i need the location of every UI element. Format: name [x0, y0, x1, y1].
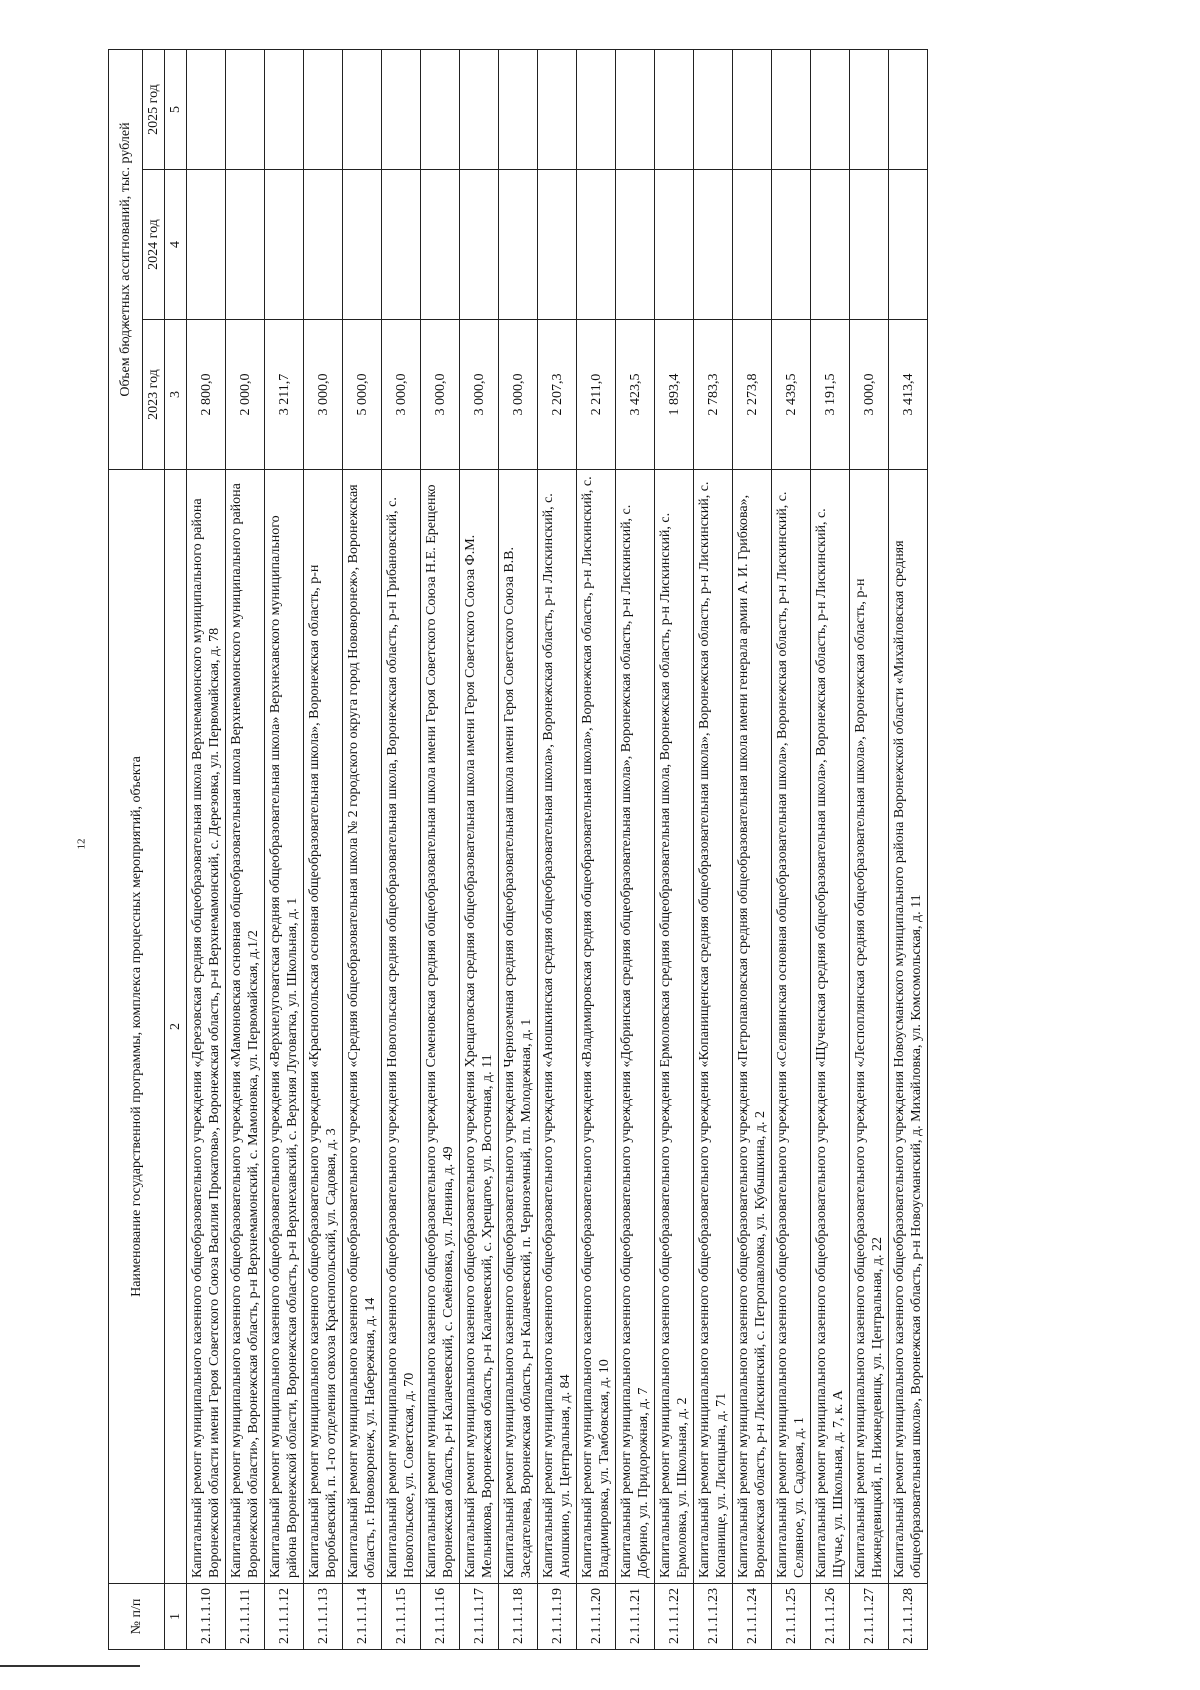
row-number: 2.1.1.1.16	[421, 1584, 460, 1650]
value-2025	[655, 50, 694, 170]
value-2023: 2 000,0	[226, 320, 265, 470]
value-2024	[421, 170, 460, 320]
value-2025	[499, 50, 538, 170]
table-row	[538, 50, 577, 1650]
value-2024	[382, 170, 421, 320]
value-2024	[889, 170, 928, 320]
value-2024	[304, 170, 343, 320]
table-row	[772, 50, 811, 1650]
value-2023: 3 000,0	[304, 320, 343, 470]
value-2025	[616, 50, 655, 170]
value-2023: 3 413,4	[889, 320, 928, 470]
row-number: 2.1.1.1.25	[772, 1584, 811, 1650]
value-2024	[577, 170, 616, 320]
value-2025	[226, 50, 265, 170]
value-2024	[811, 170, 850, 320]
header-name: Наименование государственной программы, комплекса процессных мероприятий, объекта	[109, 470, 165, 1584]
row-number: 2.1.1.1.21	[616, 1584, 655, 1650]
value-2023: 1 893,4	[655, 320, 694, 470]
table-row	[421, 50, 460, 1650]
header-num: № п/п	[109, 1584, 165, 1650]
row-name: Капитальный ремонт муниципального казенного общеобразовательного учреждения «Селявинская основная общеобразовательная школа», Воронежская область, р-н Лискинский, с. Селявное, ул. Садовая, д. 1	[772, 470, 811, 1584]
value-2024	[265, 170, 304, 320]
value-2025	[694, 50, 733, 170]
row-number: 2.1.1.1.27	[850, 1584, 889, 1650]
row-name: Капитальный ремонт муниципального казенного общеобразовательного учреждения Семеновская средняя общеобразовательная школа имени Героя Советского Союза Н.Е. Ерещенко Воронежская область, р-н Калачеевский, с. Семёновка, ул. Ленина, д. 49	[421, 470, 460, 1584]
row-number: 2.1.1.1.26	[811, 1584, 850, 1650]
col-number: 2	[165, 470, 187, 1584]
table-row	[226, 50, 265, 1650]
row-name: Капитальный ремонт муниципального казенного общеобразовательного учреждения «Мамоновская основная общеобразовательная школа Верхнемамонского муниципального района Воронежской области», Воронежская область, р-н Верхнемамонский, с. Мамоновка, ул. Первомайская, д.1/2	[226, 470, 265, 1584]
value-2023: 3 211,7	[265, 320, 304, 470]
value-2024	[772, 170, 811, 320]
value-2024	[616, 170, 655, 320]
value-2024	[460, 170, 499, 320]
value-2023: 2 439,5	[772, 320, 811, 470]
col-number: 3	[165, 320, 187, 470]
value-2025	[889, 50, 928, 170]
row-number: 2.1.1.1.14	[343, 1584, 382, 1650]
header-year-2023: 2023 год	[143, 320, 165, 470]
row-number: 2.1.1.1.22	[655, 1584, 694, 1650]
row-name: Капитальный ремонт муниципального казенного общеобразовательного учреждения «Краснопольская основная общеобразовательная школа», Воронежская область, р-н Воробьевский, п. 1-го отделения совхоза Краснопольский, ул. Садовая, д. 3	[304, 470, 343, 1584]
value-2024	[655, 170, 694, 320]
value-2025	[382, 50, 421, 170]
value-2025	[850, 50, 889, 170]
rotated-page	[108, 84, 1200, 1650]
value-2024	[694, 170, 733, 320]
value-2023: 2 783,3	[694, 320, 733, 470]
row-number: 2.1.1.1.23	[694, 1584, 733, 1650]
row-name: Капитальный ремонт муниципального казенного общеобразовательного учреждения Черноземная средняя общеобразовательная школа имени Героя Советского Союза В.В. Заседателева, Воронежская область, р-н Калачеевский, п. Черноземный, пл. Молодежная, д. 1	[499, 470, 538, 1584]
budget-table	[108, 49, 928, 1650]
header-year-2025: 2025 год	[143, 50, 165, 170]
value-2023: 2 207,3	[538, 320, 577, 470]
value-2025	[577, 50, 616, 170]
row-number: 2.1.1.1.28	[889, 1584, 928, 1650]
table-row	[187, 50, 226, 1650]
row-number: 2.1.1.1.10	[187, 1584, 226, 1650]
value-2025	[538, 50, 577, 170]
value-2023: 3 191,5	[811, 320, 850, 470]
col-number: 5	[165, 50, 187, 170]
value-2025	[811, 50, 850, 170]
table-row	[265, 50, 304, 1650]
table-row	[811, 50, 850, 1650]
row-name: Капитальный ремонт муниципального казенного общеобразовательного учреждения «Копанищенская средняя общеобразовательная школа», Воронежская область, р-н Лискинский, с. Копанище, ул. Лисицына, д. 71	[694, 470, 733, 1584]
value-2025	[343, 50, 382, 170]
table-row	[733, 50, 772, 1650]
value-2024	[187, 170, 226, 320]
value-2025	[772, 50, 811, 170]
row-number: 2.1.1.1.19	[538, 1584, 577, 1650]
row-name: Капитальный ремонт муниципального казенного общеобразовательного учреждения «Владимировская средняя общеобразовательная школа», Воронежская область, р-н Лискинский, с. Владимировка, ул. Тамбовская, д. 10	[577, 470, 616, 1584]
row-name: Капитальный ремонт муниципального казенного общеобразовательного учреждения «Верхнелуговатская средняя общеобразовательная школа» Верхнехавского муниципального района Воронежской области, Воронежская область, р-н Верхнехавский, с. Верхняя Луговатка, ул. Школьная, д. 1	[265, 470, 304, 1584]
header-budget: Объем бюджетных ассигнований, тыс. рублей	[109, 50, 143, 470]
row-name: Капитальный ремонт муниципального казенного общеобразовательного учреждения Хрещатовская средняя общеобразовательная школа имени Героя Советского Союза Ф.М. Мельникова, Воронежская область, р-н Калачеевский, с. Хрещатое, ул. Восточная, д. 11	[460, 470, 499, 1584]
table-row	[382, 50, 421, 1650]
row-number: 2.1.1.1.24	[733, 1584, 772, 1650]
value-2024	[343, 170, 382, 320]
value-2025	[460, 50, 499, 170]
table-row	[655, 50, 694, 1650]
row-name: Капитальный ремонт муниципального казенного общеобразовательного учреждения «Аношкинская средняя общеобразовательная школа», Воронежская область, р-н Лискинский, с. Аношкино, ул. Центральная, д. 84	[538, 470, 577, 1584]
row-name: Капитальный ремонт муниципального казенного общеобразовательного учреждения «Дерезовская средняя общеобразовательная школа Верхнемамонского муниципального района Воронежской области имени Героя Советского Союза Василия Прокатова», Воронежская область, р-н Верхнемамонский, с. Дерезовка, ул. Первомайская, д. 78	[187, 470, 226, 1584]
row-number: 2.1.1.1.12	[265, 1584, 304, 1650]
value-2025	[733, 50, 772, 170]
value-2023: 5 000,0	[343, 320, 382, 470]
row-name: Капитальный ремонт муниципального казенного общеобразовательного учреждения «Добринская средняя общеобразовательная школа», Воронежская область, р-н Лискинский, с. Добрино, ул. Придорожная, д. 7	[616, 470, 655, 1584]
value-2025	[421, 50, 460, 170]
value-2025	[304, 50, 343, 170]
table-row	[616, 50, 655, 1650]
row-number: 2.1.1.1.13	[304, 1584, 343, 1650]
value-2023: 3 000,0	[850, 320, 889, 470]
row-number: 2.1.1.1.18	[499, 1584, 538, 1650]
row-name: Капитальный ремонт муниципального казенного общеобразовательного учреждения Новогольская средняя общеобразовательная школа, Воронежская область, р-н Грибановский, с. Новогольское, ул. Советская, д. 70	[382, 470, 421, 1584]
value-2024	[733, 170, 772, 320]
row-number: 2.1.1.1.20	[577, 1584, 616, 1650]
table-row	[850, 50, 889, 1650]
value-2023: 3 000,0	[460, 320, 499, 470]
value-2023: 3 000,0	[382, 320, 421, 470]
row-name: Капитальный ремонт муниципального казенного общеобразовательного учреждения Новоусманского муниципального района Воронежской области «Михайловская средняя общеобразовательная школа», Воронежская область, р-н Новоусманский, д. Михайловка, ул. Комсомольская, д. 11	[889, 470, 928, 1584]
table-row	[577, 50, 616, 1650]
value-2024	[850, 170, 889, 320]
row-number: 2.1.1.1.11	[226, 1584, 265, 1650]
footer-divider	[0, 1665, 140, 1667]
table-row	[460, 50, 499, 1650]
col-number: 4	[165, 170, 187, 320]
table-row	[694, 50, 733, 1650]
row-number: 2.1.1.1.15	[382, 1584, 421, 1650]
row-name: Капитальный ремонт муниципального казенного общеобразовательного учреждения «Петропавловская средняя общеобразовательная школа имени генерала армии А. И. Грибкова», Воронежская область, р-н Лискинский, с. Петропавловка, ул. Кубышкина, д. 2	[733, 470, 772, 1584]
value-2023: 2 800,0	[187, 320, 226, 470]
table-row	[304, 50, 343, 1650]
table-row	[889, 50, 928, 1650]
page-number: 12	[75, 838, 88, 850]
row-name: Капитальный ремонт муниципального казенного общеобразовательного учреждения «Средняя общеобразовательная школа № 2 городского округа город Нововоронеж», Воронежская область, г. Нововоронеж, ул. Набережная, д. 14	[343, 470, 382, 1584]
value-2024	[226, 170, 265, 320]
table-row	[343, 50, 382, 1650]
value-2023: 3 000,0	[421, 320, 460, 470]
value-2023: 2 211,0	[577, 320, 616, 470]
value-2023: 3 423,5	[616, 320, 655, 470]
table-row	[499, 50, 538, 1650]
row-name: Капитальный ремонт муниципального казенного общеобразовательного учреждения Ермоловская средняя общеобразовательная школа, Воронежская область, р-н Лискинский, с. Ермоловка, ул. Школьная, д. 2	[655, 470, 694, 1584]
row-name: Капитальный ремонт муниципального казенного общеобразовательного учреждения «Леспоплянская средняя общеобразовательная школа», Воронежская область, р-н Нижнедевицкий, п. Нижнедевицк, ул. Центральная, д. 22	[850, 470, 889, 1584]
row-number: 2.1.1.1.17	[460, 1584, 499, 1650]
value-2024	[499, 170, 538, 320]
header-year-2024: 2024 год	[143, 170, 165, 320]
row-name: Капитальный ремонт муниципального казенного общеобразовательного учреждения «Щученская средняя общеобразовательная школа», Воронежская область, р-н Лискинский, с. Щучье, ул. Школьная, д. 7, к. А	[811, 470, 850, 1584]
value-2025	[265, 50, 304, 170]
value-2024	[538, 170, 577, 320]
value-2025	[187, 50, 226, 170]
value-2023: 3 000,0	[499, 320, 538, 470]
value-2023: 2 273,8	[733, 320, 772, 470]
col-number: 1	[165, 1584, 187, 1650]
